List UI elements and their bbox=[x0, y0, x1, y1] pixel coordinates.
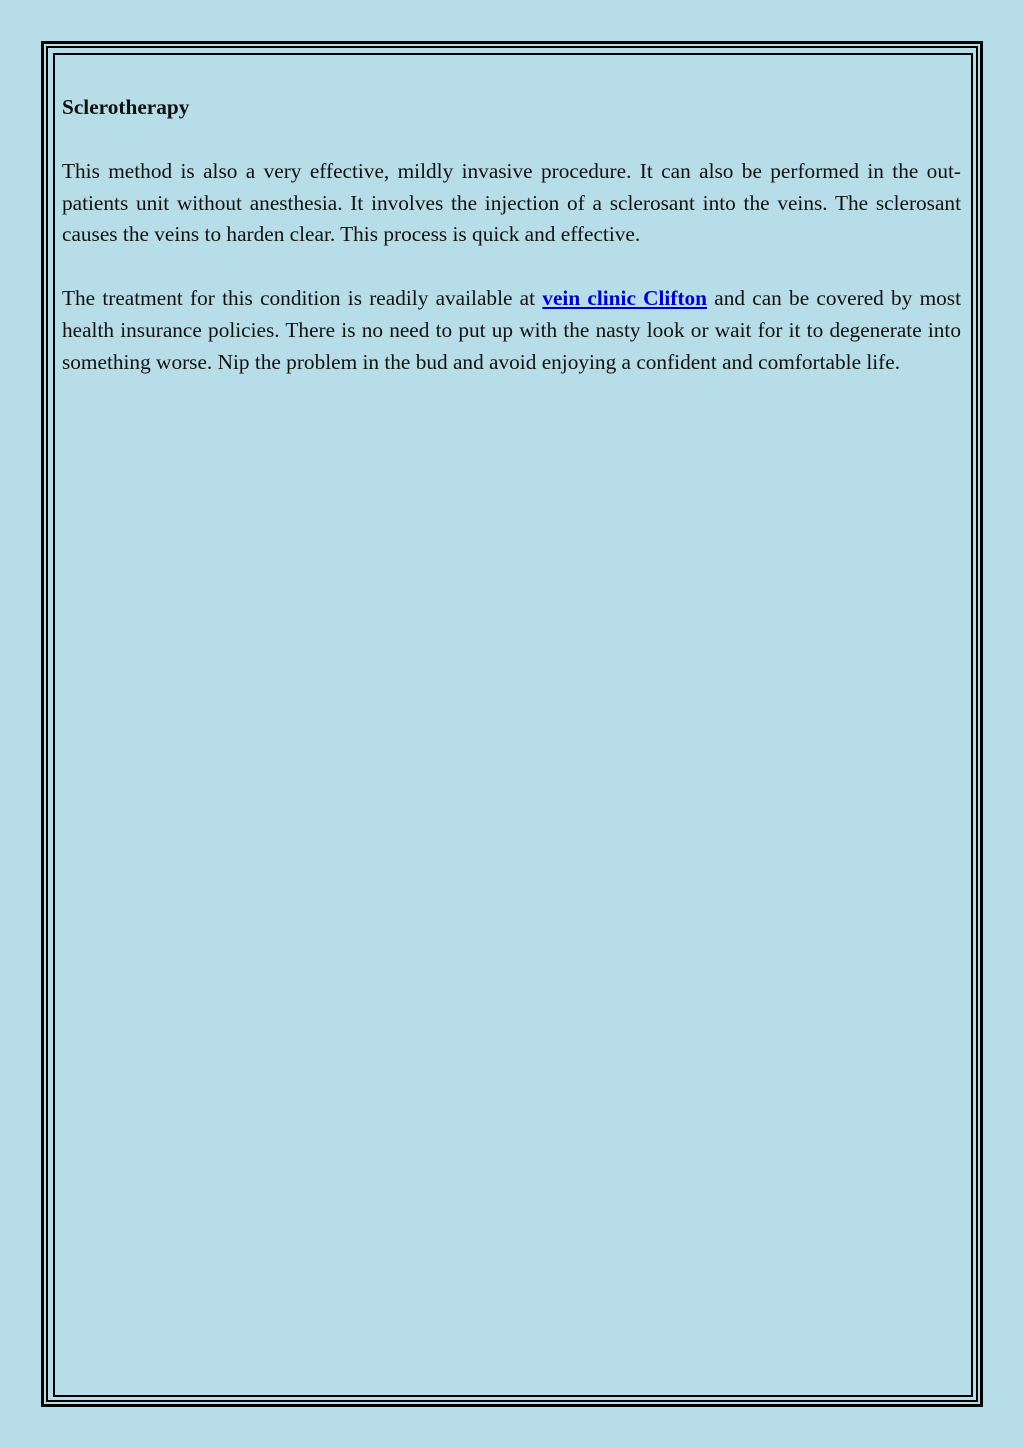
vein-clinic-clifton-link[interactable]: vein clinic Clifton bbox=[542, 285, 708, 310]
paragraph-text-after-link: and can be covered by most health insurance policies. There is no need to put up with the nasty look or wait for it to degenerate into something worse. Nip the problem in the bud and avoid enjoying a confident and comfortable life. bbox=[62, 285, 961, 374]
paragraph-sclerotherapy-description: This method is also a very effective, mildly invasive procedure. It can also be performed in the out-patients unit without anesthesia. It involves the injection of a sclerosant into the veins. The sclerosant causes the veins to harden clear. This process is quick and effective. bbox=[62, 158, 961, 247]
section-heading: Sclerotherapy bbox=[62, 95, 190, 119]
paragraph-text-before-link: The treatment for this condition is readily available at bbox=[62, 285, 543, 310]
paragraph-treatment-availability bbox=[62, 283, 961, 378]
document-body bbox=[62, 92, 961, 410]
